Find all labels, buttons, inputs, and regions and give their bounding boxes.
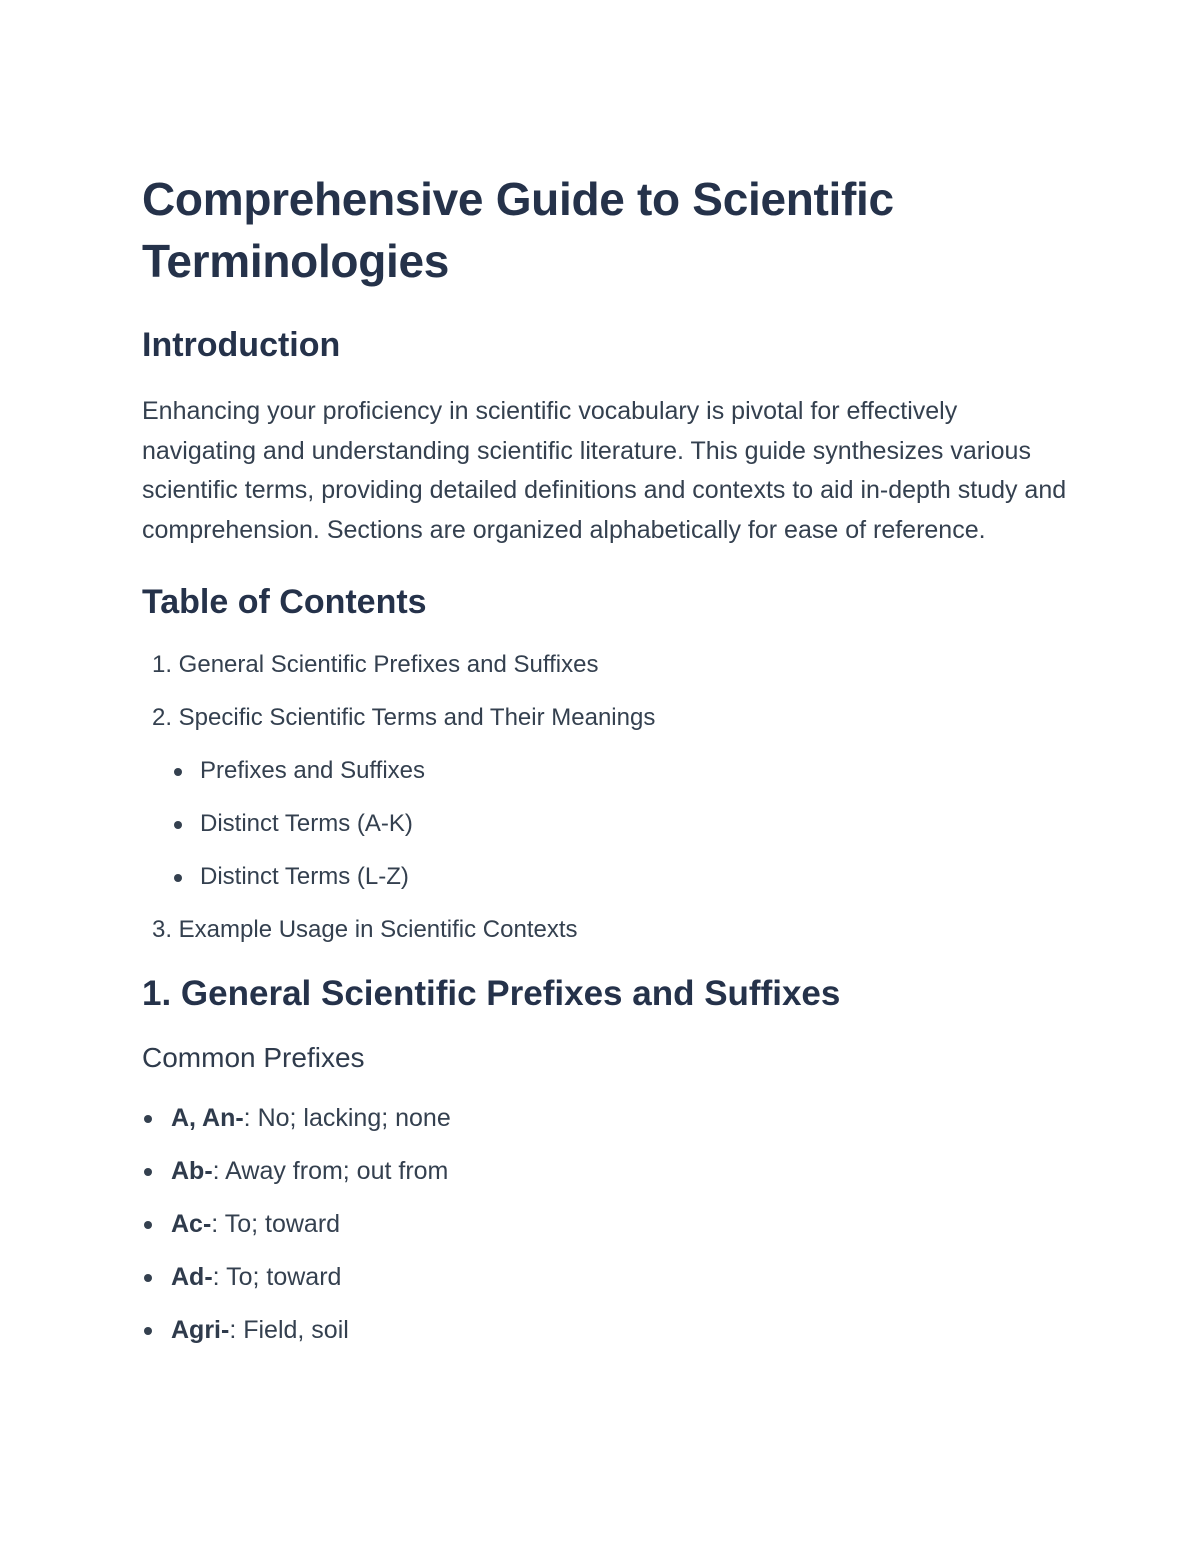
toc-subitem-label: Prefixes and Suffixes (200, 757, 426, 785)
list-item (142, 1103, 1072, 1133)
introduction-text: Enhancing your proficiency in scientific vocabulary is pivotal for effectively navigating and understanding scientific literature. This guide synthesizes various scientific terms, providing detailed definitions and contexts to aid in-depth study and comprehension. Sections are organized alphabetically for ease of reference. (142, 397, 1067, 544)
table-of-contents (142, 650, 1072, 945)
list-item (142, 1262, 1072, 1292)
bullet-icon (144, 1221, 152, 1229)
toc-subitem (142, 862, 1072, 892)
prefix-definition: : Away from; out from (212, 1157, 449, 1186)
prefix-definition: : To; toward (212, 1263, 342, 1292)
introduction-heading: Introduction (142, 326, 341, 364)
prefix-definition: : To; toward (211, 1210, 341, 1239)
toc-subitem (142, 809, 1072, 839)
bullet-icon (144, 1168, 152, 1176)
toc-item-number: 1. (151, 651, 172, 679)
section-subheading: Common Prefixes (142, 1042, 365, 1074)
bullet-icon (144, 1115, 152, 1123)
list-item (142, 1156, 1072, 1186)
prefix-term: Ac- (171, 1210, 212, 1239)
bullet-icon (174, 874, 182, 882)
prefix-term: Agri- (171, 1316, 230, 1345)
toc-sublist (142, 756, 1072, 892)
bullet-icon (174, 768, 182, 776)
toc-item-number: 2. (151, 704, 172, 732)
prefix-term: Ad- (171, 1263, 213, 1292)
list-item (142, 1315, 1072, 1345)
toc-item-label: Example Usage in Scientific Contexts (178, 916, 578, 944)
bullet-icon (144, 1327, 152, 1335)
bullet-icon (144, 1274, 152, 1282)
toc-subitem-label: Distinct Terms (A-K) (200, 810, 413, 838)
toc-subitem-label: Distinct Terms (L-Z) (200, 863, 409, 891)
toc-subitem (142, 756, 1072, 786)
toc-item (142, 650, 1072, 680)
toc-item (142, 703, 1072, 892)
section-heading: 1. General Scientific Prefixes and Suffixes (142, 974, 841, 1014)
toc-item-label: General Scientific Prefixes and Suffixes (178, 651, 599, 679)
list-item (142, 1209, 1072, 1239)
prefix-definition: : Field, soil (229, 1316, 349, 1345)
bullet-icon (174, 821, 182, 829)
prefix-list (142, 1103, 1072, 1345)
document-title: Comprehensive Guide to Scientific Terminologies (142, 173, 894, 287)
prefix-term: Ab- (171, 1157, 213, 1186)
prefix-definition: : No; lacking; none (243, 1104, 451, 1133)
prefix-term: A, An- (171, 1104, 244, 1133)
toc-item (142, 915, 1072, 945)
toc-item-label: Specific Scientific Terms and Their Meanings (178, 704, 656, 732)
document-page (142, 168, 1072, 1368)
toc-heading: Table of Contents (142, 583, 427, 622)
toc-item-number: 3. (151, 916, 172, 944)
